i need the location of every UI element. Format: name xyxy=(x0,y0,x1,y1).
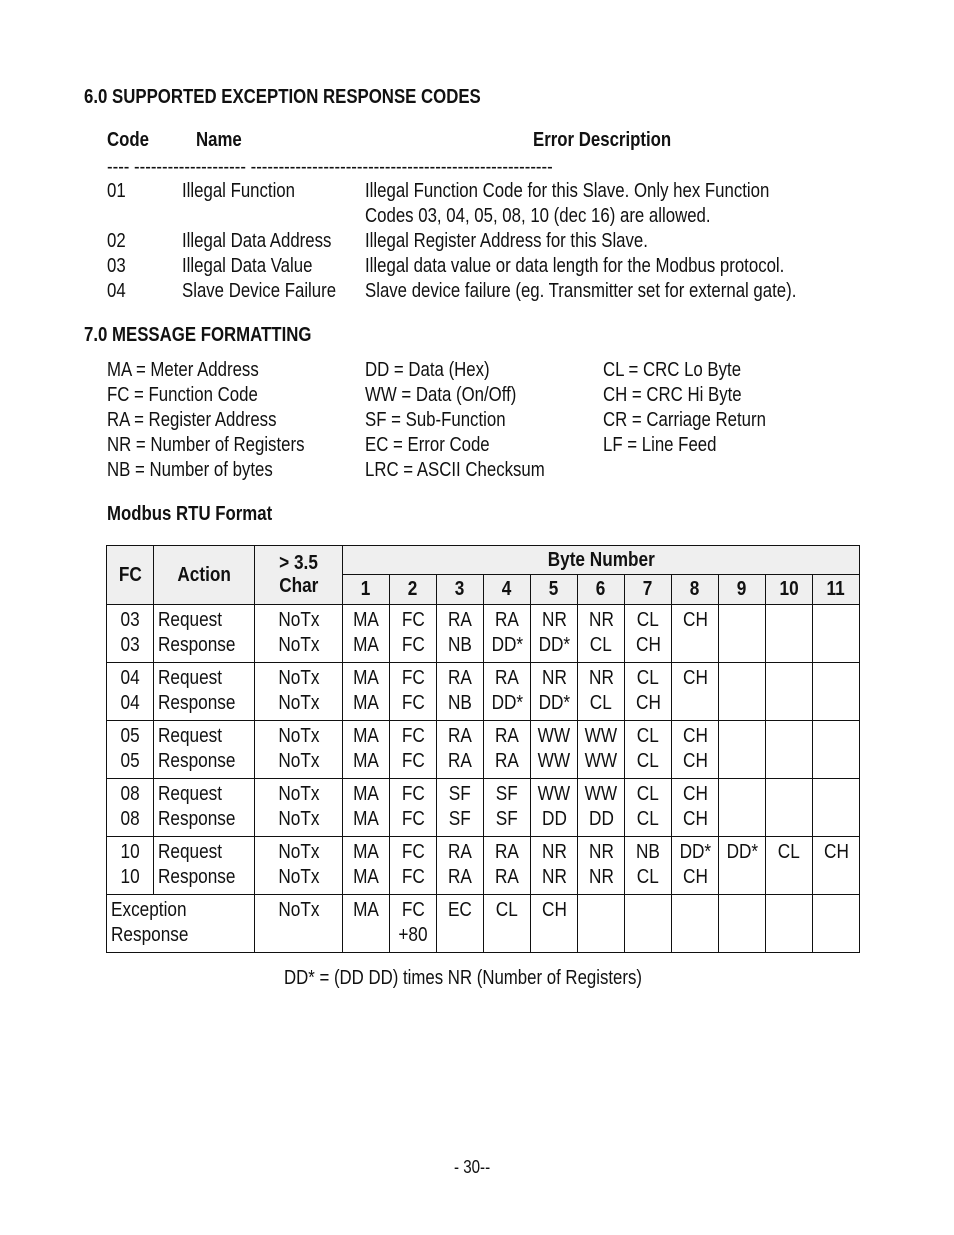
byte-cell: CL xyxy=(484,895,531,953)
byte-cell: RA RA xyxy=(484,837,531,895)
char-cell: NoTx NoTx xyxy=(255,605,343,663)
abbreviation-item: DD = Data (Hex) xyxy=(365,359,490,381)
char-cell: NoTx xyxy=(255,895,343,953)
exception-code: 03 xyxy=(107,255,126,277)
footnote: DD* = (DD DD) times NR (Number of Registers) xyxy=(284,967,642,989)
byte-cell: NR NR xyxy=(531,837,578,895)
exception-description: Illegal Function Code for this Slave. Only hex Function xyxy=(365,180,770,202)
byte-cell: NR NR xyxy=(578,837,625,895)
byte-cell xyxy=(766,605,813,663)
byte-cell: FC FC xyxy=(390,663,437,721)
byte-number-cell: 4 xyxy=(484,575,531,605)
byte-cell: WW DD xyxy=(531,779,578,837)
byte-number-cell: 7 xyxy=(625,575,672,605)
byte-cell: MA MA xyxy=(343,663,390,721)
abbreviation-item: CL = CRC Lo Byte xyxy=(603,359,742,381)
page-number: - 30-- xyxy=(454,1157,491,1177)
action-cell: Request Response xyxy=(154,605,255,663)
byte-cell: WW WW xyxy=(531,721,578,779)
byte-number-cell: 9 xyxy=(719,575,766,605)
fc-cell: 03 03 xyxy=(107,605,154,663)
byte-cell xyxy=(578,895,625,953)
byte-number-cell: 1 xyxy=(343,575,390,605)
byte-cell: NB CL xyxy=(625,837,672,895)
fc-cell: 05 05 xyxy=(107,721,154,779)
abbreviation-item: FC = Function Code xyxy=(107,384,258,406)
abbreviation-item: MA = Meter Address xyxy=(107,359,259,381)
action-cell: Request Response xyxy=(154,779,255,837)
byte-cell xyxy=(719,721,766,779)
byte-number-header: Byte Number xyxy=(343,546,860,575)
exception-description: Illegal data value or data length for the Modbus protocol. xyxy=(365,255,785,277)
byte-cell: NR CL xyxy=(578,605,625,663)
abbreviation-item: LF = Line Feed xyxy=(603,434,717,456)
byte-cell xyxy=(813,779,860,837)
section-7-heading: 7.0 MESSAGE FORMATTING xyxy=(84,324,312,346)
action-cell: Request Response xyxy=(154,837,255,895)
byte-cell xyxy=(766,663,813,721)
byte-cell xyxy=(719,605,766,663)
char-cell: NoTx NoTx xyxy=(255,837,343,895)
fc-column-header: FC xyxy=(107,546,154,605)
byte-cell xyxy=(719,779,766,837)
byte-cell: RA NB xyxy=(437,605,484,663)
byte-cell: NR CL xyxy=(578,663,625,721)
byte-number-cell: 5 xyxy=(531,575,578,605)
byte-cell: MA MA xyxy=(343,721,390,779)
byte-cell: FC FC xyxy=(390,779,437,837)
char-cell: NoTx NoTx xyxy=(255,779,343,837)
exception-description: Illegal Register Address for this Slave. xyxy=(365,230,648,252)
byte-number-cell: 11 xyxy=(813,575,860,605)
name-column-header: Name xyxy=(196,129,242,151)
exception-row xyxy=(107,895,860,953)
byte-cell: CL CL xyxy=(625,721,672,779)
exception-name: Slave Device Failure xyxy=(182,280,337,302)
byte-cell: FC FC xyxy=(390,605,437,663)
byte-cell: WW DD xyxy=(578,779,625,837)
exception-label-cell: Exception Response xyxy=(107,895,255,953)
byte-cell: SF SF xyxy=(484,779,531,837)
abbreviation-item: RA = Register Address xyxy=(107,409,277,431)
exception-description: Slave device failure (eg. Transmitter set for external gate). xyxy=(365,280,797,302)
rtu-format-title: Modbus RTU Format xyxy=(107,503,273,525)
byte-cell xyxy=(813,895,860,953)
action-cell: Request Response xyxy=(154,663,255,721)
byte-cell: CH xyxy=(813,837,860,895)
abbreviation-item: EC = Error Code xyxy=(365,434,490,456)
byte-cell xyxy=(766,721,813,779)
byte-cell: CL xyxy=(766,837,813,895)
table-row xyxy=(107,663,860,721)
byte-cell: CL CH xyxy=(625,663,672,721)
table-row xyxy=(107,837,860,895)
action-cell: Request Response xyxy=(154,721,255,779)
abbreviation-item: NR = Number of Registers xyxy=(107,434,305,456)
char-column-header: > 3.5 Char xyxy=(255,546,343,605)
byte-cell: CH xyxy=(672,663,719,721)
byte-number-cell: 8 xyxy=(672,575,719,605)
byte-cell: FC FC xyxy=(390,837,437,895)
exception-code: 04 xyxy=(107,280,126,302)
abbreviation-item: WW = Data (On/Off) xyxy=(365,384,517,406)
header-divider: ---- -------------------- ------------------------------------------------------ xyxy=(107,156,553,178)
byte-cell: RA DD* xyxy=(484,605,531,663)
byte-number-cell: 10 xyxy=(766,575,813,605)
byte-cell: CL CL xyxy=(625,779,672,837)
exception-name: Illegal Data Address xyxy=(182,230,332,252)
byte-cell: RA RA xyxy=(437,837,484,895)
table-row xyxy=(107,721,860,779)
byte-cell: EC xyxy=(437,895,484,953)
byte-cell: MA MA xyxy=(343,837,390,895)
byte-cell: MA xyxy=(343,895,390,953)
exception-name: Illegal Data Value xyxy=(182,255,313,277)
char-cell: NoTx NoTx xyxy=(255,721,343,779)
table-row xyxy=(107,779,860,837)
byte-cell xyxy=(813,721,860,779)
char-cell: NoTx NoTx xyxy=(255,663,343,721)
byte-cell: CH CH xyxy=(672,779,719,837)
byte-cell: RA DD* xyxy=(484,663,531,721)
byte-cell: CH xyxy=(672,605,719,663)
byte-cell: CH xyxy=(531,895,578,953)
byte-cell xyxy=(766,779,813,837)
byte-cell xyxy=(625,895,672,953)
byte-cell: CH CH xyxy=(672,721,719,779)
byte-cell: RA RA xyxy=(484,721,531,779)
fc-cell: 04 04 xyxy=(107,663,154,721)
byte-cell: NR DD* xyxy=(531,663,578,721)
table-row xyxy=(107,605,860,663)
byte-cell: FC FC xyxy=(390,721,437,779)
byte-cell: FC +80 xyxy=(390,895,437,953)
abbreviation-item: NB = Number of bytes xyxy=(107,459,273,481)
byte-cell xyxy=(813,605,860,663)
modbus-rtu-table xyxy=(106,545,860,953)
exception-name: Illegal Function xyxy=(182,180,296,202)
byte-cell: RA RA xyxy=(437,721,484,779)
byte-cell xyxy=(766,895,813,953)
exception-code: 01 xyxy=(107,180,126,202)
byte-cell: NR DD* xyxy=(531,605,578,663)
abbreviation-item: SF = Sub-Function xyxy=(365,409,506,431)
code-column-header: Code xyxy=(107,129,149,151)
exception-description-cont: Codes 03, 04, 05, 08, 10 (dec 16) are allowed. xyxy=(365,205,711,227)
fc-cell: 08 08 xyxy=(107,779,154,837)
abbreviation-item: LRC = ASCII Checksum xyxy=(365,459,545,481)
fc-cell: 10 10 xyxy=(107,837,154,895)
byte-cell: WW WW xyxy=(578,721,625,779)
byte-cell xyxy=(813,663,860,721)
section-6-heading: 6.0 SUPPORTED EXCEPTION RESPONSE CODES xyxy=(84,86,481,108)
byte-number-cell: 3 xyxy=(437,575,484,605)
byte-cell xyxy=(719,895,766,953)
byte-cell: DD* CH xyxy=(672,837,719,895)
byte-cell xyxy=(719,663,766,721)
byte-cell: SF SF xyxy=(437,779,484,837)
byte-number-cell: 6 xyxy=(578,575,625,605)
byte-cell: MA MA xyxy=(343,605,390,663)
byte-cell: RA NB xyxy=(437,663,484,721)
byte-cell: MA MA xyxy=(343,779,390,837)
abbreviation-item: CH = CRC Hi Byte xyxy=(603,384,742,406)
byte-cell: DD* xyxy=(719,837,766,895)
exception-code: 02 xyxy=(107,230,126,252)
action-column-header: Action xyxy=(154,546,255,605)
byte-number-cell: 2 xyxy=(390,575,437,605)
byte-cell: CL CH xyxy=(625,605,672,663)
byte-cell xyxy=(672,895,719,953)
error-description-column-header: Error Description xyxy=(533,129,672,151)
abbreviation-item: CR = Carriage Return xyxy=(603,409,766,431)
